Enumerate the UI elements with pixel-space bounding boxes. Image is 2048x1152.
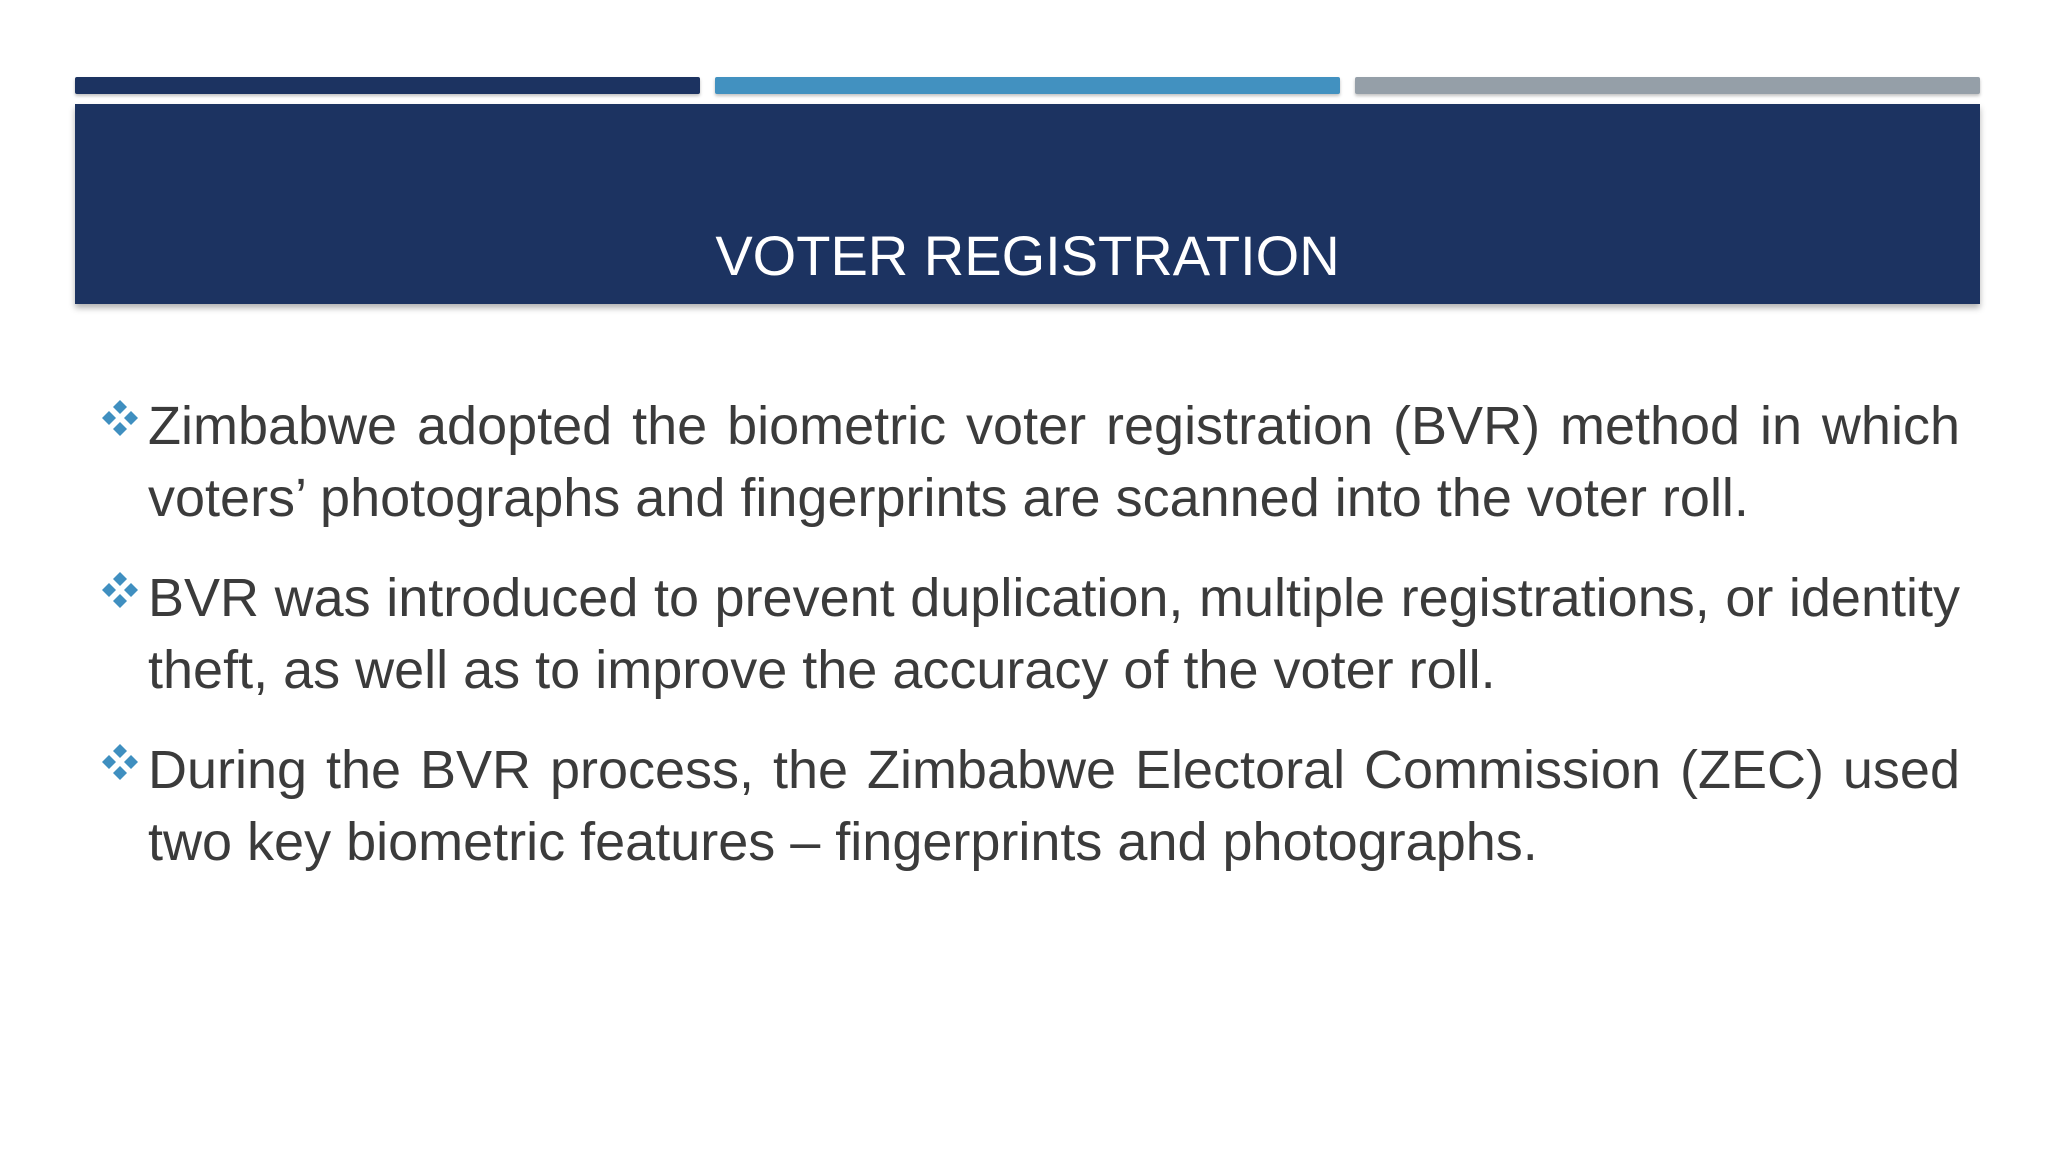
four-diamond-bullet-icon [100, 742, 140, 782]
four-diamond-bullet-icon [100, 570, 140, 610]
slide-title: VOTER REGISTRATION [715, 224, 1340, 287]
four-diamond-bullet-icon [100, 398, 140, 438]
bullet-list [100, 390, 1960, 906]
bullet-item [100, 390, 1960, 534]
bullet-text: BVR was introduced to prevent duplication, multiple registrations, or identity theft, as well as to improve the accuracy of the voter roll. [148, 568, 1960, 700]
bullet-item [100, 562, 1960, 706]
bullet-text: Zimbabwe adopted the biometric voter registration (BVR) method in which voters’ photographs and fingerprints are scanned into the voter roll. [148, 396, 1960, 528]
accent-bar-gray [1355, 77, 1980, 94]
accent-bar-blue [715, 77, 1340, 94]
accent-bar-dark [75, 77, 700, 94]
bullet-text: During the BVR process, the Zimbabwe Electoral Commission (ZEC) used two key biometric features – fingerprints and photographs. [148, 740, 1960, 872]
bullet-item [100, 734, 1960, 878]
title-banner [75, 104, 1980, 304]
